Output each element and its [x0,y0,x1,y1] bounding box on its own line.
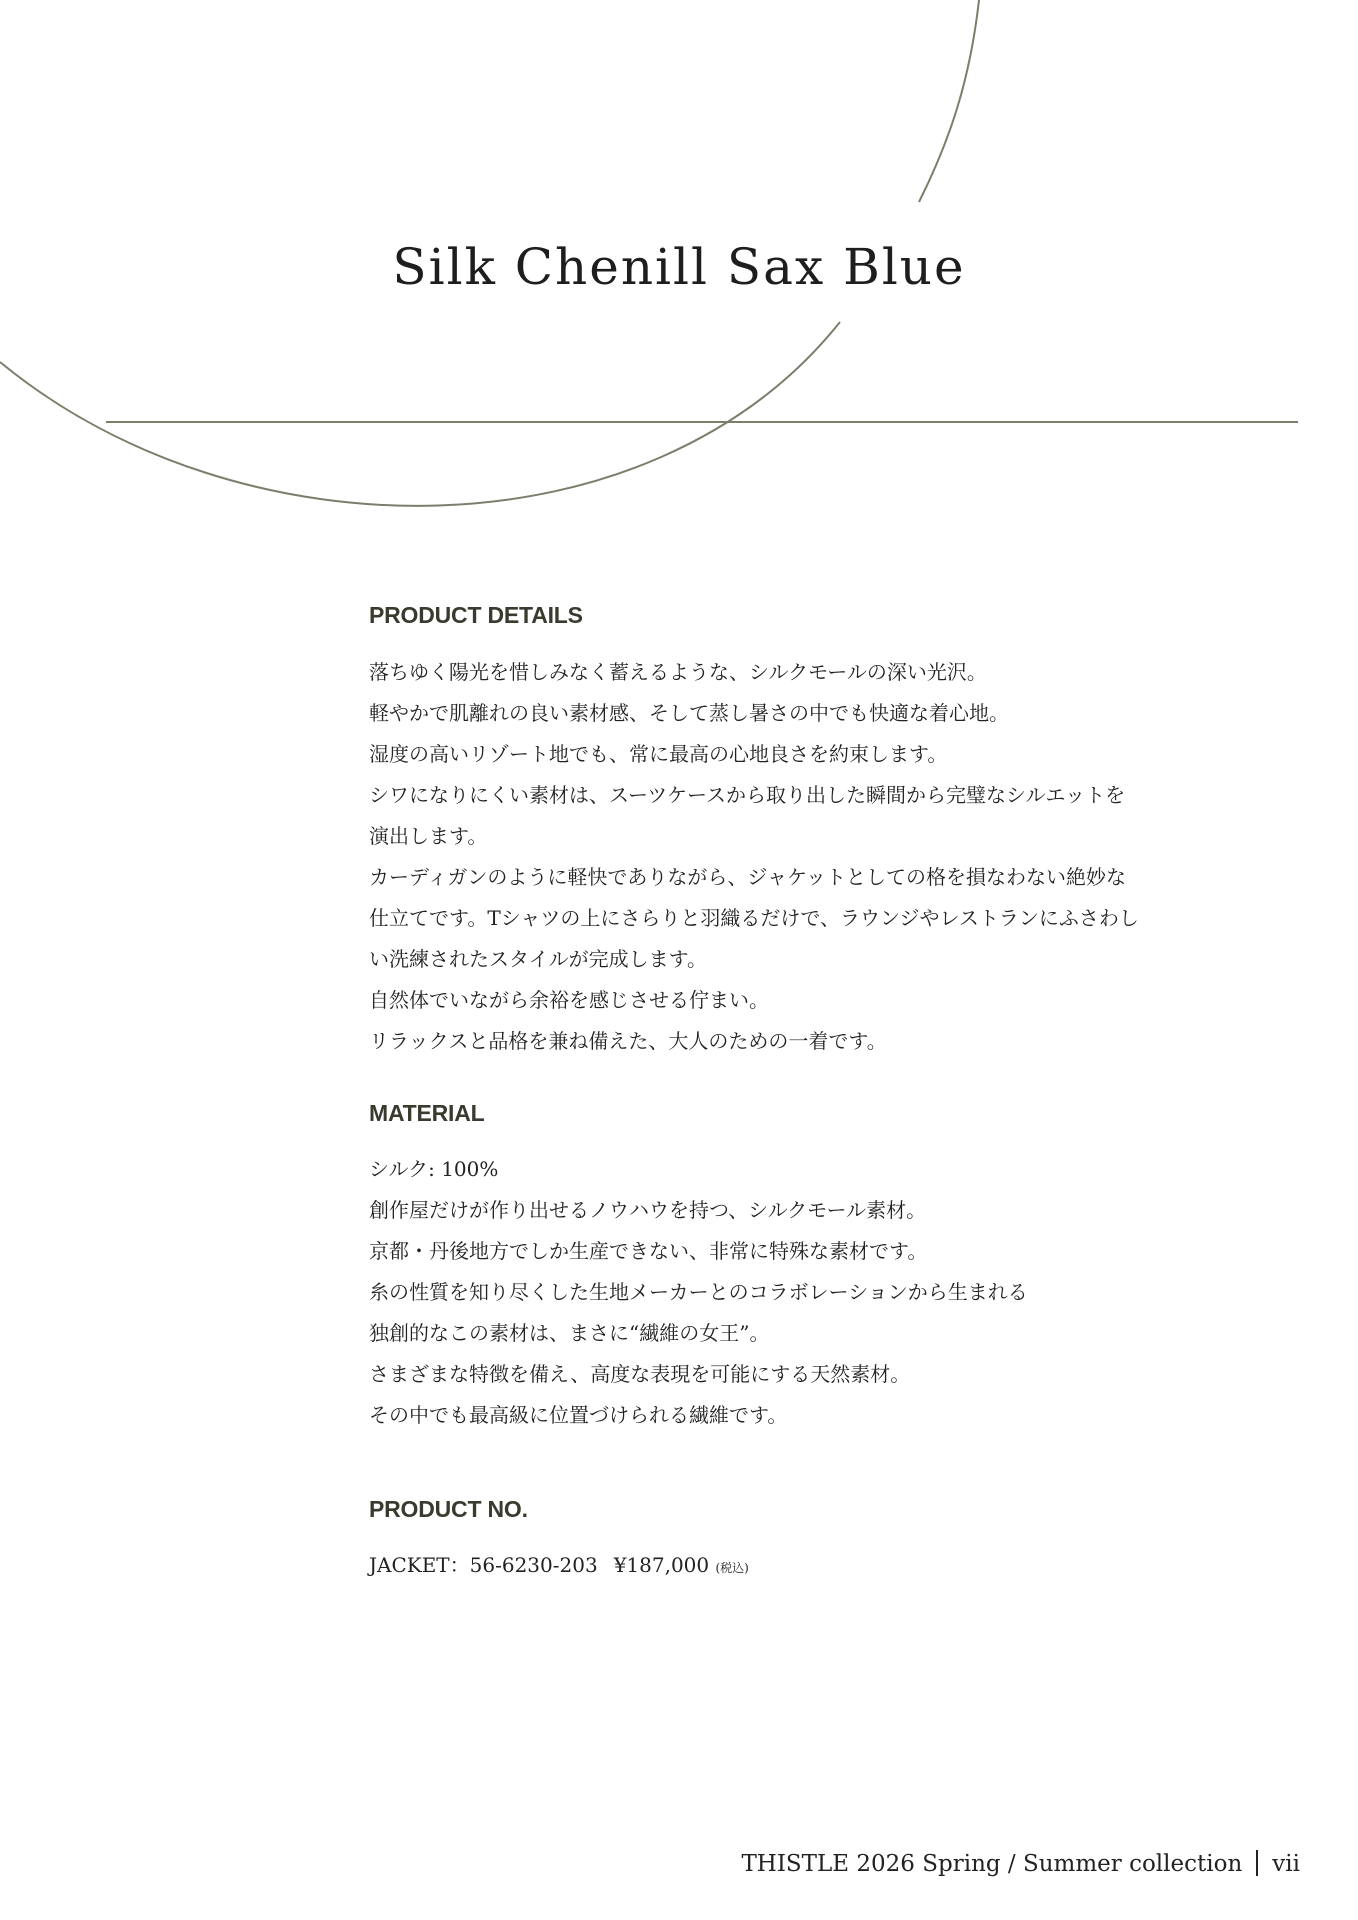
text-line: 落ちゆく陽光を惜しみなく蓄えるような、シルクモールの深い光沢。 [369,660,987,684]
material-section [369,1102,1269,1436]
large-arc [0,322,840,506]
text-line: シルク: 100% [369,1157,499,1181]
material-text [369,1149,1269,1436]
text-line: 軽やかで肌離れの良い素材感、そして蒸し暑さの中でも快適な着心地。 [369,701,1009,725]
product-number-line [369,1545,1269,1589]
text-line: リラックスと品格を兼ね備えた、大人のための一着です。 [369,1029,887,1053]
product-no-text [369,1545,1269,1589]
material-heading: MATERIAL [369,1100,485,1126]
text-line: 自然体でいながら余裕を感じさせる佇まい。 [369,988,769,1012]
text-line: 独創的なこの素材は、まさに“繊維の女王”。 [369,1321,770,1345]
page-footer [741,1850,1300,1876]
text-line: 湿度の高いリゾート地でも、常に最高の心地良さを約束します。 [369,742,948,766]
text-line: シワになりにくい素材は、スーツケースから取り出した瞬間から完璧なシルエットを [369,783,1126,807]
product-no-section [369,1498,1269,1589]
text-line: 演出します。 [369,824,488,848]
title-divider [106,421,1298,423]
text-line: さまざまな特徴を備え、高度な表現を可能にする天然素材。 [369,1362,911,1386]
right-arc [919,0,979,202]
product-no-heading: PRODUCT NO. [369,1496,528,1522]
text-line: 仕立てです。Tシャツの上にさらりと羽織るだけで、ラウンジやレストランにふさわし [369,906,1139,930]
text-line: 糸の性質を知り尽くした生地メーカーとのコラボレーションから生まれる [369,1280,1028,1304]
product-price: ¥187,000 [613,1553,710,1577]
product-item: JACKET：56-6230-203 [369,1553,598,1577]
product-details-text [369,652,1269,1062]
text-line: い洗練されたスタイルが完成します。 [369,947,707,971]
product-details-heading: PRODUCT DETAILS [369,602,583,628]
text-line: その中でも最高級に位置づけられる繊維です。 [369,1403,788,1427]
product-details-section [369,604,1269,1062]
text-line: カーディガンのように軽快でありながら、ジャケットとしての格を損なわない絶妙な [369,865,1126,889]
page-number: vii [1272,1851,1300,1877]
tax-note: (税込) [715,1561,749,1575]
text-line: 創作屋だけが作り出せるノウハウを持つ、シルクモール素材。 [369,1198,927,1222]
text-line: 京都・丹後地方でしか生産できない、非常に特殊な素材です。 [369,1239,928,1263]
footer-separator [1256,1850,1258,1876]
page-title: Silk Chenill Sax Blue [392,238,966,296]
content-column [369,604,1269,1589]
collection-name: THISTLE 2026 Spring / Summer collection [741,1851,1243,1877]
